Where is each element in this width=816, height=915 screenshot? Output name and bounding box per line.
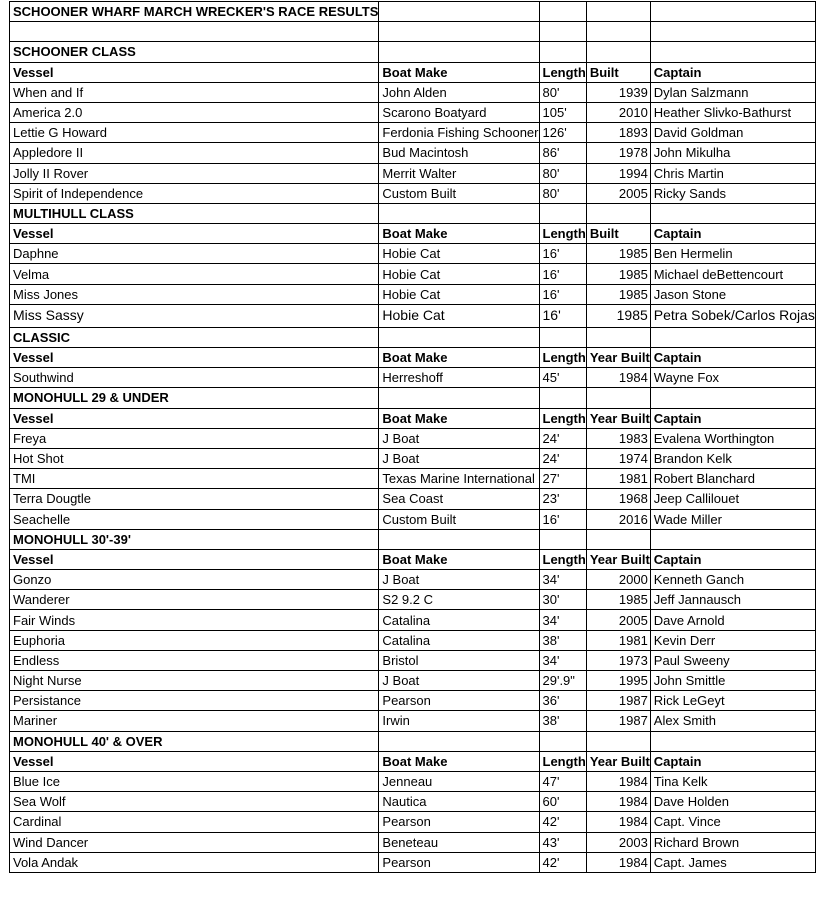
header-vessel: Vessel xyxy=(10,62,379,82)
boat-make-cell: Bristol xyxy=(379,650,539,670)
vessel-cell: Velma xyxy=(10,264,379,284)
length-cell: 86' xyxy=(539,143,586,163)
empty-cell xyxy=(539,529,586,549)
header-boat-make: Boat Make xyxy=(379,408,539,428)
boat-make-cell: Pearson xyxy=(379,691,539,711)
column-header-row xyxy=(10,751,816,771)
captain-cell: Ben Hermelin xyxy=(650,244,815,264)
captain-cell: Alex Smith xyxy=(650,711,815,731)
section-title: MONOHULL 30'-39' xyxy=(10,529,379,549)
empty-cell xyxy=(379,42,539,62)
length-cell: 36' xyxy=(539,691,586,711)
length-cell: 23' xyxy=(539,489,586,509)
vessel-cell: Wind Dancer xyxy=(10,832,379,852)
length-cell: 45' xyxy=(539,368,586,388)
header-captain: Captain xyxy=(650,751,815,771)
header-built: Year Built xyxy=(586,549,650,569)
built-cell: 1984 xyxy=(586,812,650,832)
table-row xyxy=(10,163,816,183)
column-header-row xyxy=(10,348,816,368)
built-cell: 1984 xyxy=(586,771,650,791)
header-length: Length xyxy=(539,549,586,569)
boat-make-cell: Pearson xyxy=(379,852,539,872)
length-cell: 24' xyxy=(539,428,586,448)
boat-make-cell: John Alden xyxy=(379,82,539,102)
empty-cell xyxy=(539,327,586,347)
boat-make-cell: Merrit Walter xyxy=(379,163,539,183)
table-row xyxy=(10,590,816,610)
length-cell: 47' xyxy=(539,771,586,791)
empty-cell xyxy=(379,529,539,549)
captain-cell: Tina Kelk xyxy=(650,771,815,791)
captain-cell: Chris Martin xyxy=(650,163,815,183)
boat-make-cell: Bud Macintosh xyxy=(379,143,539,163)
boat-make-cell: Catalina xyxy=(379,630,539,650)
vessel-cell: Hot Shot xyxy=(10,448,379,468)
built-cell: 1984 xyxy=(586,792,650,812)
section-title: MONOHULL 29 & UNDER xyxy=(10,388,379,408)
length-cell: 38' xyxy=(539,630,586,650)
built-cell: 2016 xyxy=(586,509,650,529)
header-vessel: Vessel xyxy=(10,408,379,428)
built-cell: 1985 xyxy=(586,264,650,284)
length-cell: 29'.9" xyxy=(539,671,586,691)
header-length: Length xyxy=(539,62,586,82)
vessel-cell: Seachelle xyxy=(10,509,379,529)
boat-make-cell: J Boat xyxy=(379,570,539,590)
header-boat-make: Boat Make xyxy=(379,549,539,569)
table-row xyxy=(10,469,816,489)
vessel-cell: When and If xyxy=(10,82,379,102)
boat-make-cell: Hobie Cat xyxy=(379,284,539,304)
empty-cell xyxy=(539,388,586,408)
table-row xyxy=(10,448,816,468)
title-row xyxy=(10,2,816,22)
empty-cell xyxy=(586,42,650,62)
built-cell: 1973 xyxy=(586,650,650,670)
vessel-cell: Lettie G Howard xyxy=(10,123,379,143)
empty-cell xyxy=(650,2,815,22)
table-row xyxy=(10,264,816,284)
vessel-cell: Persistance xyxy=(10,691,379,711)
captain-cell: John Smittle xyxy=(650,671,815,691)
header-vessel: Vessel xyxy=(10,751,379,771)
vessel-cell: Gonzo xyxy=(10,570,379,590)
length-cell: 42' xyxy=(539,852,586,872)
section-title-row xyxy=(10,42,816,62)
vessel-cell: Endless xyxy=(10,650,379,670)
header-vessel: Vessel xyxy=(10,348,379,368)
table-row xyxy=(10,711,816,731)
built-cell: 1985 xyxy=(586,590,650,610)
boat-make-cell: Nautica xyxy=(379,792,539,812)
captain-cell: Rick LeGeyt xyxy=(650,691,815,711)
header-built: Built xyxy=(586,224,650,244)
built-cell: 1893 xyxy=(586,123,650,143)
table-row xyxy=(10,650,816,670)
header-boat-make: Boat Make xyxy=(379,751,539,771)
length-cell: 60' xyxy=(539,792,586,812)
boat-make-cell: Beneteau xyxy=(379,832,539,852)
table-row xyxy=(10,671,816,691)
vessel-cell: TMI xyxy=(10,469,379,489)
header-captain: Captain xyxy=(650,408,815,428)
captain-cell: Richard Brown xyxy=(650,832,815,852)
length-cell: 80' xyxy=(539,82,586,102)
vessel-cell: Freya xyxy=(10,428,379,448)
boat-make-cell: Irwin xyxy=(379,711,539,731)
table-row xyxy=(10,630,816,650)
built-cell: 1981 xyxy=(586,469,650,489)
empty-cell xyxy=(379,327,539,347)
boat-make-cell: Custom Built xyxy=(379,183,539,203)
vessel-cell: Night Nurse xyxy=(10,671,379,691)
table-row xyxy=(10,489,816,509)
captain-cell: Dave Holden xyxy=(650,792,815,812)
length-cell: 34' xyxy=(539,570,586,590)
empty-cell xyxy=(650,388,815,408)
built-cell: 1985 xyxy=(586,284,650,304)
empty-cell xyxy=(650,42,815,62)
built-cell: 1939 xyxy=(586,82,650,102)
built-cell: 1981 xyxy=(586,630,650,650)
length-cell: 42' xyxy=(539,812,586,832)
column-header-row xyxy=(10,549,816,569)
boat-make-cell: Hobie Cat xyxy=(379,304,539,327)
captain-cell: Heather Slivko-Bathurst xyxy=(650,102,815,122)
table-row xyxy=(10,244,816,264)
empty-cell xyxy=(586,327,650,347)
header-built: Built xyxy=(586,62,650,82)
captain-cell: Ricky Sands xyxy=(650,183,815,203)
vessel-cell: Wanderer xyxy=(10,590,379,610)
header-boat-make: Boat Make xyxy=(379,224,539,244)
captain-cell: Jason Stone xyxy=(650,284,815,304)
header-vessel: Vessel xyxy=(10,224,379,244)
built-cell: 1978 xyxy=(586,143,650,163)
captain-cell: Brandon Kelk xyxy=(650,448,815,468)
vessel-cell: Mariner xyxy=(10,711,379,731)
section-title: CLASSIC xyxy=(10,327,379,347)
header-built: Year Built xyxy=(586,408,650,428)
captain-cell: Capt. Vince xyxy=(650,812,815,832)
captain-cell: Paul Sweeny xyxy=(650,650,815,670)
length-cell: 16' xyxy=(539,284,586,304)
built-cell: 1985 xyxy=(586,304,650,327)
captain-cell: Jeep Callilouet xyxy=(650,489,815,509)
empty-cell xyxy=(379,22,539,42)
length-cell: 16' xyxy=(539,264,586,284)
empty-cell xyxy=(586,731,650,751)
captain-cell: Capt. James xyxy=(650,852,815,872)
length-cell: 80' xyxy=(539,163,586,183)
vessel-cell: Jolly II Rover xyxy=(10,163,379,183)
section-title-row xyxy=(10,529,816,549)
length-cell: 16' xyxy=(539,244,586,264)
empty-cell xyxy=(539,42,586,62)
section-title-row xyxy=(10,731,816,751)
built-cell: 1968 xyxy=(586,489,650,509)
length-cell: 16' xyxy=(539,509,586,529)
boat-make-cell: Herreshoff xyxy=(379,368,539,388)
length-cell: 30' xyxy=(539,590,586,610)
captain-cell: Petra Sobek/Carlos Rojas xyxy=(650,304,815,327)
column-header-row xyxy=(10,62,816,82)
length-cell: 105' xyxy=(539,102,586,122)
header-captain: Captain xyxy=(650,549,815,569)
empty-cell xyxy=(586,388,650,408)
table-row xyxy=(10,123,816,143)
vessel-cell: Terra Dougtle xyxy=(10,489,379,509)
section-title-row xyxy=(10,327,816,347)
section-title-row xyxy=(10,388,816,408)
column-header-row xyxy=(10,224,816,244)
built-cell: 1984 xyxy=(586,852,650,872)
boat-make-cell: Hobie Cat xyxy=(379,244,539,264)
header-captain: Captain xyxy=(650,62,815,82)
vessel-cell: Southwind xyxy=(10,368,379,388)
vessel-cell: Cardinal xyxy=(10,812,379,832)
built-cell: 1984 xyxy=(586,368,650,388)
built-cell: 2010 xyxy=(586,102,650,122)
table-row xyxy=(10,812,816,832)
vessel-cell: Euphoria xyxy=(10,630,379,650)
empty-cell xyxy=(539,731,586,751)
header-length: Length xyxy=(539,408,586,428)
captain-cell: Robert Blanchard xyxy=(650,469,815,489)
built-cell: 1983 xyxy=(586,428,650,448)
table-row xyxy=(10,792,816,812)
length-cell: 34' xyxy=(539,610,586,630)
empty-cell xyxy=(379,2,539,22)
empty-cell xyxy=(586,529,650,549)
boat-make-cell: Custom Built xyxy=(379,509,539,529)
vessel-cell: Daphne xyxy=(10,244,379,264)
vessel-cell: Fair Winds xyxy=(10,610,379,630)
built-cell: 2005 xyxy=(586,610,650,630)
empty-cell xyxy=(586,22,650,42)
empty-cell xyxy=(586,2,650,22)
section-title: MULTIHULL CLASS xyxy=(10,203,379,223)
vessel-cell: Spirit of Independence xyxy=(10,183,379,203)
empty-cell xyxy=(650,731,815,751)
sheet-title: SCHOONER WHARF MARCH WRECKER'S RACE RESULTS xyxy=(10,2,379,22)
boat-make-cell: Scarono Boatyard xyxy=(379,102,539,122)
empty-cell xyxy=(539,2,586,22)
boat-make-cell: Sea Coast xyxy=(379,489,539,509)
table-row xyxy=(10,428,816,448)
boat-make-cell: J Boat xyxy=(379,671,539,691)
header-built: Year Built xyxy=(586,751,650,771)
table-row xyxy=(10,143,816,163)
table-row xyxy=(10,82,816,102)
captain-cell: Kenneth Ganch xyxy=(650,570,815,590)
length-cell: 34' xyxy=(539,650,586,670)
built-cell: 1985 xyxy=(586,244,650,264)
captain-cell: Evalena Worthington xyxy=(650,428,815,448)
built-cell: 1995 xyxy=(586,671,650,691)
vessel-cell: Miss Jones xyxy=(10,284,379,304)
vessel-cell: Appledore II xyxy=(10,143,379,163)
empty-cell xyxy=(379,203,539,223)
table-row xyxy=(10,570,816,590)
built-cell: 1987 xyxy=(586,711,650,731)
table-row xyxy=(10,832,816,852)
table-row xyxy=(10,368,816,388)
length-cell: 16' xyxy=(539,304,586,327)
length-cell: 80' xyxy=(539,183,586,203)
table-row xyxy=(10,304,816,327)
captain-cell: Kevin Derr xyxy=(650,630,815,650)
captain-cell: Dylan Salzmann xyxy=(650,82,815,102)
captain-cell: Michael deBettencourt xyxy=(650,264,815,284)
empty-cell xyxy=(539,22,586,42)
vessel-cell: Miss Sassy xyxy=(10,304,379,327)
boat-make-cell: J Boat xyxy=(379,428,539,448)
length-cell: 27' xyxy=(539,469,586,489)
boat-make-cell: J Boat xyxy=(379,448,539,468)
section-title: SCHOONER CLASS xyxy=(10,42,379,62)
boat-make-cell: Ferdonia Fishing Schooner xyxy=(379,123,539,143)
header-length: Length xyxy=(539,224,586,244)
captain-cell: Wayne Fox xyxy=(650,368,815,388)
built-cell: 1974 xyxy=(586,448,650,468)
built-cell: 1987 xyxy=(586,691,650,711)
header-captain: Captain xyxy=(650,348,815,368)
built-cell: 2003 xyxy=(586,832,650,852)
header-captain: Captain xyxy=(650,224,815,244)
boat-make-cell: Jenneau xyxy=(379,771,539,791)
header-length: Length xyxy=(539,751,586,771)
empty-cell xyxy=(379,388,539,408)
captain-cell: David Goldman xyxy=(650,123,815,143)
captain-cell: Jeff Jannausch xyxy=(650,590,815,610)
boat-make-cell: Texas Marine International xyxy=(379,469,539,489)
column-header-row xyxy=(10,408,816,428)
length-cell: 24' xyxy=(539,448,586,468)
empty-cell xyxy=(539,203,586,223)
captain-cell: Dave Arnold xyxy=(650,610,815,630)
empty-cell xyxy=(650,22,815,42)
length-cell: 126' xyxy=(539,123,586,143)
boat-make-cell: Catalina xyxy=(379,610,539,630)
table-row xyxy=(10,509,816,529)
header-boat-make: Boat Make xyxy=(379,62,539,82)
table-row xyxy=(10,102,816,122)
empty-cell xyxy=(379,731,539,751)
header-length: Length xyxy=(539,348,586,368)
empty-cell xyxy=(650,327,815,347)
spacer-row xyxy=(10,22,816,42)
built-cell: 2000 xyxy=(586,570,650,590)
boat-make-cell: S2 9.2 C xyxy=(379,590,539,610)
header-built: Year Built xyxy=(586,348,650,368)
boat-make-cell: Pearson xyxy=(379,812,539,832)
length-cell: 38' xyxy=(539,711,586,731)
table-row xyxy=(10,852,816,872)
captain-cell: Wade Miller xyxy=(650,509,815,529)
captain-cell: John Mikulha xyxy=(650,143,815,163)
vessel-cell: Sea Wolf xyxy=(10,792,379,812)
header-vessel: Vessel xyxy=(10,549,379,569)
built-cell: 1994 xyxy=(586,163,650,183)
vessel-cell: America 2.0 xyxy=(10,102,379,122)
section-title-row xyxy=(10,203,816,223)
race-results-body xyxy=(10,2,816,873)
vessel-cell: Vola Andak xyxy=(10,852,379,872)
empty-cell xyxy=(650,203,815,223)
empty-cell xyxy=(650,529,815,549)
length-cell: 43' xyxy=(539,832,586,852)
table-row xyxy=(10,183,816,203)
table-row xyxy=(10,610,816,630)
section-title: MONOHULL 40' & OVER xyxy=(10,731,379,751)
race-results-table xyxy=(9,1,816,873)
boat-make-cell: Hobie Cat xyxy=(379,264,539,284)
header-boat-make: Boat Make xyxy=(379,348,539,368)
table-row xyxy=(10,691,816,711)
built-cell: 2005 xyxy=(586,183,650,203)
empty-cell xyxy=(586,203,650,223)
vessel-cell: Blue Ice xyxy=(10,771,379,791)
table-row xyxy=(10,771,816,791)
table-row xyxy=(10,284,816,304)
empty-cell xyxy=(10,22,379,42)
